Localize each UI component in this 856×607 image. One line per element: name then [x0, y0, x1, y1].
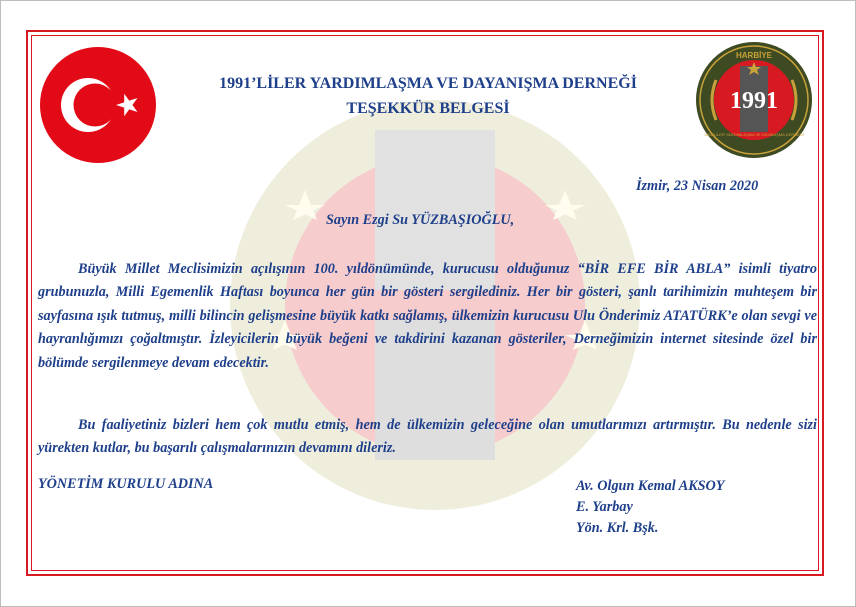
body-paragraph-1-text: Büyük Millet Meclisimizin açılışının 100. yıldönümünde, kurucusu olduğunuz “BİR EFE BİR ABLA” isimli tiyatro grubunuzla, Milli Egemenlik Haftası boyunca her gün bir gösteri sergilediniz. Her bir gösteri, şanlı tarihimizin muhteşem bir sayfasına ışık tutmuş, milli bilincin gelişmesine büyük katkı sağlamış, ülkemizin kurucusu Ulu Önderimiz ATATÜRK’e olan sevgi ve hayranlığımızı çoğaltmıştır. İzleyicilerin büyük beğeni ve takdirini kazanan gösteriler, Derneğimizin internet sitesinde özel bir bölümde sergilenmeye devam edecektir.	[38, 261, 817, 371]
body-paragraph-2	[38, 414, 817, 461]
body-paragraph-2-text: Bu faaliyetiniz bizleri hem çok mutlu etmiş, hem de ülkemizin geleceğine olan umutlarımızı artırmıştır. Bu nedenle sizi yürekten kutlar, bu başarılı çalışmalarınızın devamını dileriz.	[38, 417, 817, 457]
organization-name: 1991’LİLER YARDIMLAŞMA VE DAYANIŞMA DERNEĞİ	[219, 75, 637, 92]
letter-date: İzmir, 23 Nisan 2020	[636, 178, 759, 194]
document-title: TEŞEKKÜR BELGESİ	[346, 100, 510, 117]
signatory-rank: E. Yarbay	[576, 499, 633, 515]
logo-ring-text: 1991'LİLER YARDIMLAŞMA VE DAYANIŞMA DERNEĞİ	[703, 132, 805, 137]
salutation: Sayın Ezgi Su YÜZBAŞIOĞLU,	[326, 212, 515, 228]
signatory-name: Av. Olgun Kemal AKSOY	[576, 478, 725, 494]
logo-year: 1991	[730, 88, 778, 114]
logo-top-text: HARBİYE	[735, 51, 773, 60]
signatory-position: Yön. Krl. Bşk.	[576, 520, 659, 536]
board-signature-label: YÖNETİM KURULU ADINA	[38, 476, 214, 492]
body-paragraph-1	[38, 258, 817, 375]
